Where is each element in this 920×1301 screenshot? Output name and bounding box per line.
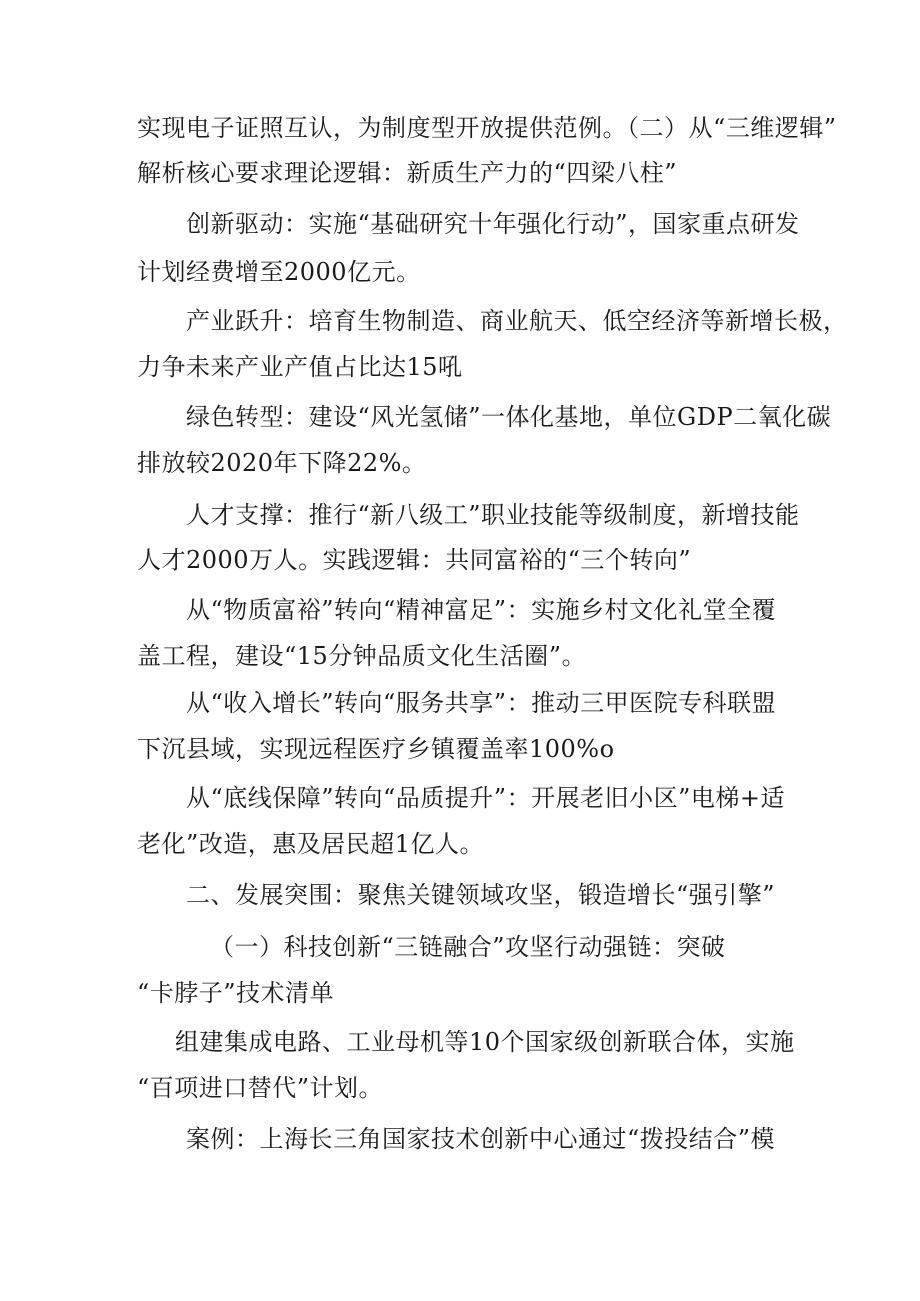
text-line: 人才2000万人。实践逻辑：共同富裕的“三个转向” [137,546,692,574]
text-line: 人才支撑：推行“新八级工”职业技能等级制度，新增技能 [186,501,800,529]
text-line: 解析核心要求理论逻辑：新质生产力的“四梁八柱” [137,159,678,187]
text-line: 从“底线保障”转向“品质提升”：开展老旧小区”电梯+适 [186,784,785,812]
text-line: 创新驱动：实施“基础研究十年强化行动”，国家重点研发 [186,210,800,238]
subsection-heading: （一）科技创新“三链融合”攻坚行动强链：突破 [210,933,726,961]
section-heading: 二、发展突围：聚焦关键领域攻坚，锻造增长“强引擎” [186,881,776,909]
text-line: “百项进口替代”计划。 [137,1074,384,1102]
text-line: 盖工程，建设“15分钟品质文化生活圈”。 [137,642,587,670]
text-line: 案例：上海长三角国家技术创新中心通过“拨投结合”模 [186,1125,776,1153]
text-line: 从“物质富裕”转向“精神富足”：实施乡村文化礼堂全覆 [186,596,777,624]
text-line: 老化”改造，惠及居民超1亿人。 [137,830,485,858]
subsection-heading-continued: “卡脖子”技术清单 [137,979,335,1007]
text-line: 力争未来产业产值占比达15吼 [137,353,463,381]
text-line: 产业跃升：培育生物制造、商业航天、低空经济等新增长极， [186,307,848,335]
text-line: 排放较2020年下降22%。 [137,449,427,477]
text-line: 绿色转型：建设“风光氢储”一体化基地，单位GDP二氧化碳 [186,403,832,431]
text-line: 从“收入增长”转向“服务共享”：推动三甲医院专科联盟 [186,689,777,717]
text-line: 实现电子证照互认，为制度型开放提供范例。（二）从“三维逻辑” [137,114,837,142]
text-line: 计划经费增至2000亿元。 [137,258,421,286]
text-line: 组建集成电路、工业母机等10个国家级创新联合体，实施 [175,1028,795,1056]
text-line: 下沉县域，实现远程医疗乡镇覆盖率100%o [137,735,615,763]
